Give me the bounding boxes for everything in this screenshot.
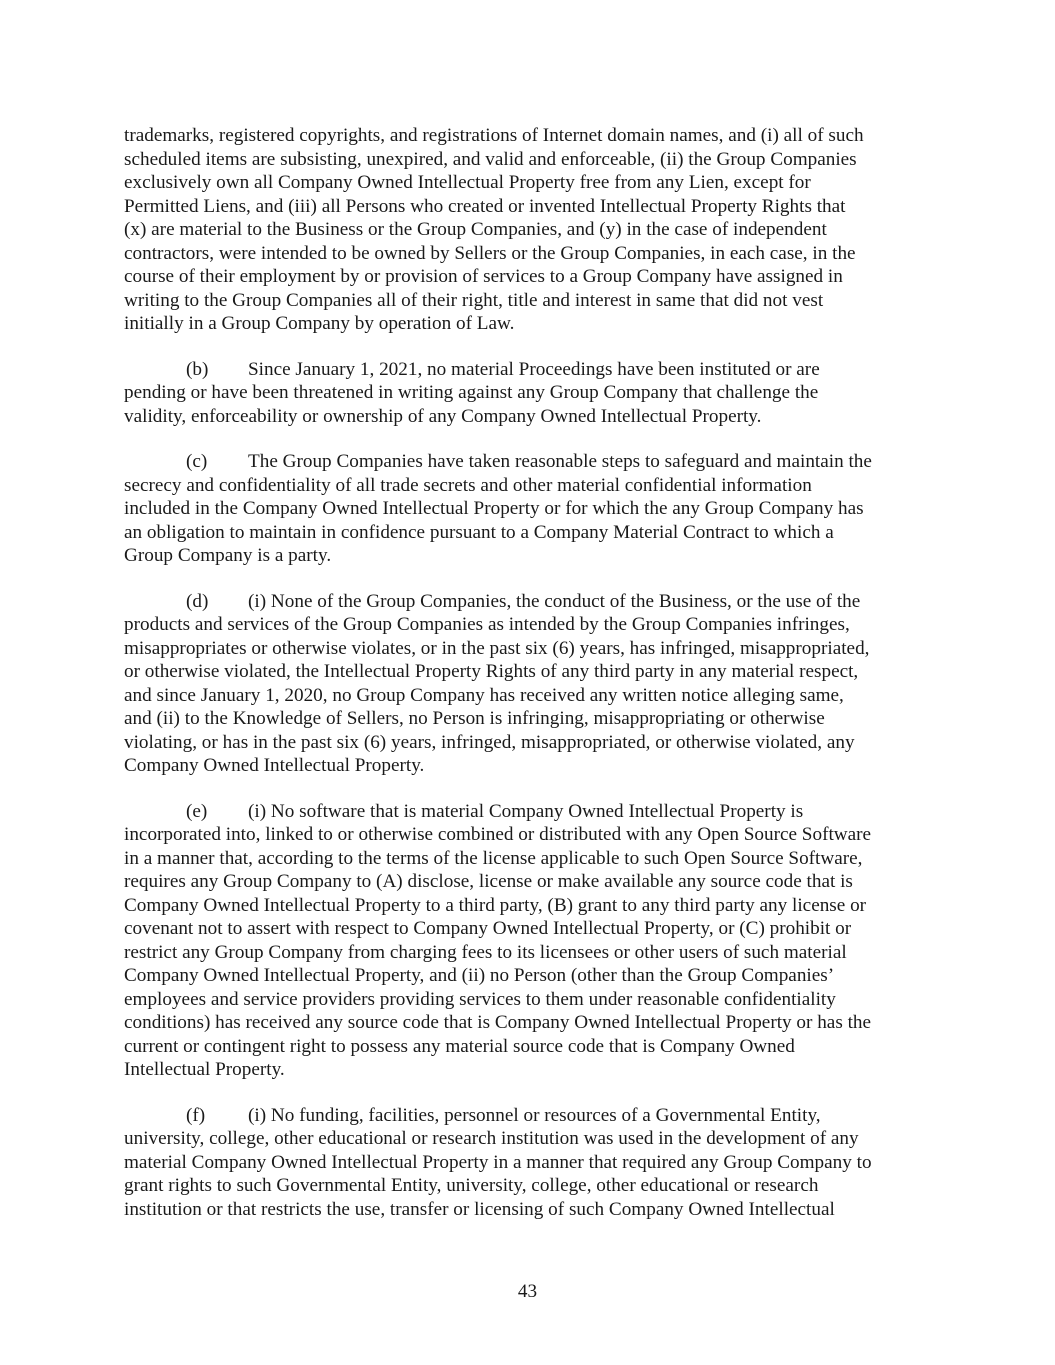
section-first-line bbox=[124, 450, 944, 474]
text-line: incorporated into, linked to or otherwise combined or distributed with any Open Source Software bbox=[124, 824, 872, 845]
text-line: conditions) has received any source code that is Company Owned Intellectual Property or has the bbox=[124, 1012, 872, 1033]
text-line: trademarks, registered copyrights, and registrations of Internet domain names, and (i) all of such bbox=[124, 125, 864, 146]
section-label: (e) bbox=[186, 800, 208, 822]
text-line: contractors, were intended to be owned by Sellers or the Group Companies, in each case, in the bbox=[124, 242, 856, 264]
text-line: or otherwise violated, the Intellectual Property Rights of any third party in any material respect, bbox=[124, 661, 859, 682]
text-line: material Company Owned Intellectual Property in a manner that required any Group Company to bbox=[124, 1151, 872, 1173]
text-line: (i) No funding, facilities, personnel or resources of a Governmental Entity, bbox=[248, 1104, 821, 1126]
text-line: Company Owned Intellectual Property. bbox=[124, 755, 425, 776]
section-label: (c) bbox=[186, 451, 208, 472]
section-label: (b) bbox=[186, 358, 209, 380]
text-line: included in the Company Owned Intellectual Property or for which the any Group Company has bbox=[124, 498, 864, 519]
page-number: 43 bbox=[517, 1281, 538, 1302]
text-line: pending or have been threatened in writing against any Group Company that challenge the bbox=[124, 382, 819, 403]
text-line: writing to the Group Companies all of their right, title and interest in same that did not vest bbox=[124, 289, 824, 311]
document-body bbox=[124, 124, 944, 1243]
text-line: (x) are material to the Business or the Group Companies, and (y) in the case of independent bbox=[124, 219, 827, 240]
text-line: Company Owned Intellectual Property, and (ii) no Person (other than the Group Companies’ bbox=[124, 965, 835, 986]
text-line: requires any Group Company to (A) disclose, license or make available any source code that is bbox=[124, 871, 853, 892]
text-line: exclusively own all Company Owned Intellectual Property free from any Lien, except for bbox=[124, 172, 811, 193]
text-line: current or contingent right to possess any material source code that is Company Owned bbox=[124, 1035, 795, 1057]
text-line: course of their employment by or provision of services to a Group Company have assigned in bbox=[124, 266, 843, 287]
text-line: (i) No software that is material Company Owned Intellectual Property is bbox=[248, 800, 804, 822]
text-line: an obligation to maintain in confidence pursuant to a Company Material Contract to which a bbox=[124, 521, 834, 543]
text-line: The Group Companies have taken reasonable steps to safeguard and maintain the bbox=[248, 451, 872, 472]
text-line: in a manner that, according to the terms of the license applicable to such Open Source Software, bbox=[124, 847, 863, 869]
section-first-line bbox=[124, 800, 944, 824]
section-first-line bbox=[124, 1104, 944, 1128]
section-e bbox=[124, 800, 944, 1082]
text-line: university, college, other educational or research institution was used in the development of any bbox=[124, 1128, 859, 1149]
text-line: Permitted Liens, and (iii) all Persons who created or invented Intellectual Property Rights that bbox=[124, 195, 846, 217]
text-line: grant rights to such Governmental Entity, university, college, other educational or research bbox=[124, 1175, 819, 1196]
text-line: institution or that restricts the use, transfer or licensing of such Company Owned Intellectual bbox=[124, 1198, 835, 1220]
text-line: Intellectual Property. bbox=[124, 1059, 285, 1080]
text-line: misappropriates or otherwise violates, or in the past six (6) years, has infringed, misappropriated, bbox=[124, 637, 870, 659]
section-first-line bbox=[124, 358, 944, 382]
text-line: validity, enforceability or ownership of any Company Owned Intellectual Property. bbox=[124, 405, 762, 427]
text-line: violating, or has in the past six (6) years, infringed, misappropriated, or otherwise violated, any bbox=[124, 731, 855, 753]
section-label: (d) bbox=[186, 590, 209, 612]
text-line: Company Owned Intellectual Property to a third party, (B) grant to any third party any license or bbox=[124, 894, 867, 916]
section-f bbox=[124, 1104, 944, 1222]
paragraph-continuation bbox=[124, 124, 944, 336]
text-line: Group Company is a party. bbox=[124, 545, 332, 566]
text-line: (i) None of the Group Companies, the conduct of the Business, or the use of the bbox=[248, 590, 861, 612]
text-line: restrict any Group Company from charging fees to its licensees or other users of such material bbox=[124, 941, 847, 963]
text-line: Since January 1, 2021, no material Proceedings have been instituted or are bbox=[248, 358, 820, 380]
section-label: (f) bbox=[186, 1104, 206, 1126]
text-line: covenant not to assert with respect to Company Owned Intellectual Property, or (C) prohibit or bbox=[124, 918, 852, 939]
section-d bbox=[124, 590, 944, 778]
text-line: and (ii) to the Knowledge of Sellers, no Person is infringing, misappropriating or otherwise bbox=[124, 708, 825, 729]
section-first-line bbox=[124, 590, 944, 614]
text-line: products and services of the Group Companies as intended by the Group Companies infringes, bbox=[124, 614, 850, 635]
text-line: scheduled items are subsisting, unexpired, and valid and enforceable, (ii) the Group Companies bbox=[124, 148, 857, 170]
section-b bbox=[124, 358, 944, 429]
text-line: employees and service providers providing services to them under reasonable confidentiality bbox=[124, 988, 836, 1010]
text-line: and since January 1, 2020, no Group Company has received any written notice alleging same, bbox=[124, 684, 844, 706]
text-line: secrecy and confidentiality of all trade secrets and other material confidential information bbox=[124, 474, 812, 496]
text-line: initially in a Group Company by operation of Law. bbox=[124, 313, 515, 334]
section-c bbox=[124, 450, 944, 568]
